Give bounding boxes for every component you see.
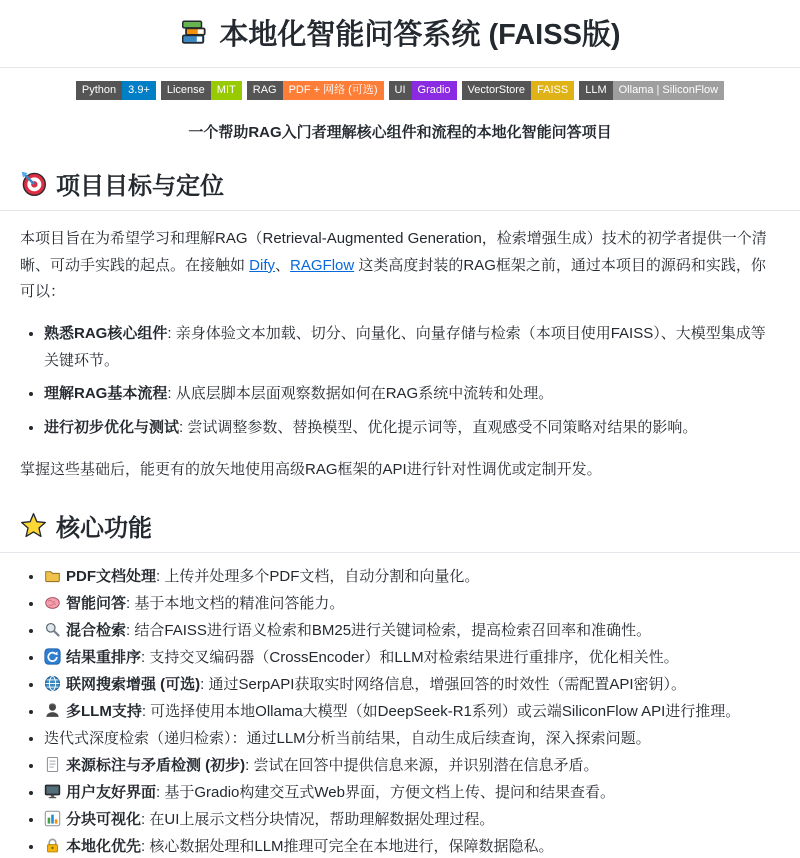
features-list <box>20 566 780 858</box>
link-dify[interactable]: Dify <box>249 257 275 274</box>
star-icon <box>20 512 47 539</box>
rerank-icon <box>44 648 61 665</box>
link-ragflow[interactable]: RAGFlow <box>290 257 354 274</box>
list-item: • 来源标注与矛盾检测 (初步): 尝试在回答中提供信息来源，并识别潜在信息矛盾。 <box>44 755 780 778</box>
target-icon <box>20 170 47 197</box>
page-title <box>0 12 800 68</box>
list-item: • 结果重排序: 支持交叉编码器（CrossEncoder）和LLM对检索结果进行重排序，优化相关性。 <box>44 647 780 670</box>
list-item: • 联网搜索增强 (可选): 通过SerpAPI获取实时网络信息，增强回答的时效性（需配置API密钥）。 <box>44 674 780 697</box>
badge-python: Python 3.9+ <box>76 81 156 100</box>
badge-llm: LLM Ollama | SiliconFlow <box>579 81 724 100</box>
section-heading-goals <box>0 166 800 211</box>
person-icon <box>44 702 61 719</box>
section-heading-features <box>0 508 800 553</box>
list-item: • 多LLM支持: 可选择使用本地Ollama大模型（如DeepSeek-R1系列）或云端SiliconFlow API进行推理。 <box>44 701 780 724</box>
page-title-text: 本地化智能问答系统 (FAISS版) <box>219 12 620 53</box>
magnifier-icon <box>44 621 61 638</box>
list-item: • 熟悉RAG核心组件: 亲身体验文本加载、切分、向量化、向量存储与检索（本项目使用FAISS）、大模型集成等关键环节。 <box>44 321 780 374</box>
badge-license: License MIT <box>161 81 242 100</box>
goals-closing-paragraph: 掌握这些基础后，能更有的放矢地使用高级RAG框架的API进行针对性调优或定制开发。 <box>20 457 780 484</box>
books-icon <box>179 18 209 48</box>
badges-row <box>20 81 780 100</box>
monitor-icon <box>44 783 61 800</box>
list-item: • 理解RAG基本流程: 从底层脚本层面观察数据如何在RAG系统中流转和处理。 <box>44 381 780 408</box>
lock-icon <box>44 837 61 854</box>
list-item: • 分块可视化: 在UI上展示文档分块情况，帮助理解数据处理过程。 <box>44 809 780 832</box>
list-item: • 本地化优先: 核心数据处理和LLM推理可完全在本地进行，保障数据隐私。 <box>44 836 780 858</box>
badge-vectorstore: VectorStore FAISS <box>462 81 575 100</box>
list-item: • 进行初步优化与测试: 尝试调整参数、替换模型、优化提示词等，直观感受不同策略对结果的影响。 <box>44 415 780 442</box>
globe-icon <box>44 675 61 692</box>
badge-ui: UI Gradio <box>389 81 457 100</box>
list-item: • 智能问答: 基于本地文档的精准问答能力。 <box>44 593 780 616</box>
section-heading-features-text: 核心功能 <box>56 508 152 543</box>
section-heading-goals-text: 项目目标与定位 <box>56 166 224 201</box>
list-item: • 用户友好界面: 基于Gradio构建交互式Web界面，方便文档上传、提问和结果查看。 <box>44 782 780 805</box>
badge-rag: RAG PDF + 网络 (可选) <box>247 81 384 100</box>
list-item: • PDF文档处理: 上传并处理多个PDF文档，自动分割和向量化。 <box>44 566 780 589</box>
brain-icon <box>44 594 61 611</box>
subtitle: 一个帮助RAG入门者理解核心组件和流程的本地化智能问答项目 <box>20 121 780 142</box>
list-item: • 迭代式深度检索（递归检索）：通过LLM分析当前结果，自动生成后续查询，深入探索问题。 <box>44 728 780 751</box>
chart-icon <box>44 810 61 827</box>
folder-icon <box>44 567 61 584</box>
list-item: • 混合检索: 结合FAISS进行语义检索和BM25进行关键词检索，提高检索召回率和准确性。 <box>44 620 780 643</box>
goals-list <box>20 321 780 442</box>
intro-paragraph: 本项目旨在为希望学习和理解RAG（Retrieval-Augmented Generation，检索增强生成）技术的初学者提供一个清晰、可动手实践的起点。在接触如 Dify、RAGFlow 这类高度封装的RAG框架之前，通过本项目的源码和实践，你可以： <box>20 226 780 306</box>
page-icon <box>44 756 61 773</box>
